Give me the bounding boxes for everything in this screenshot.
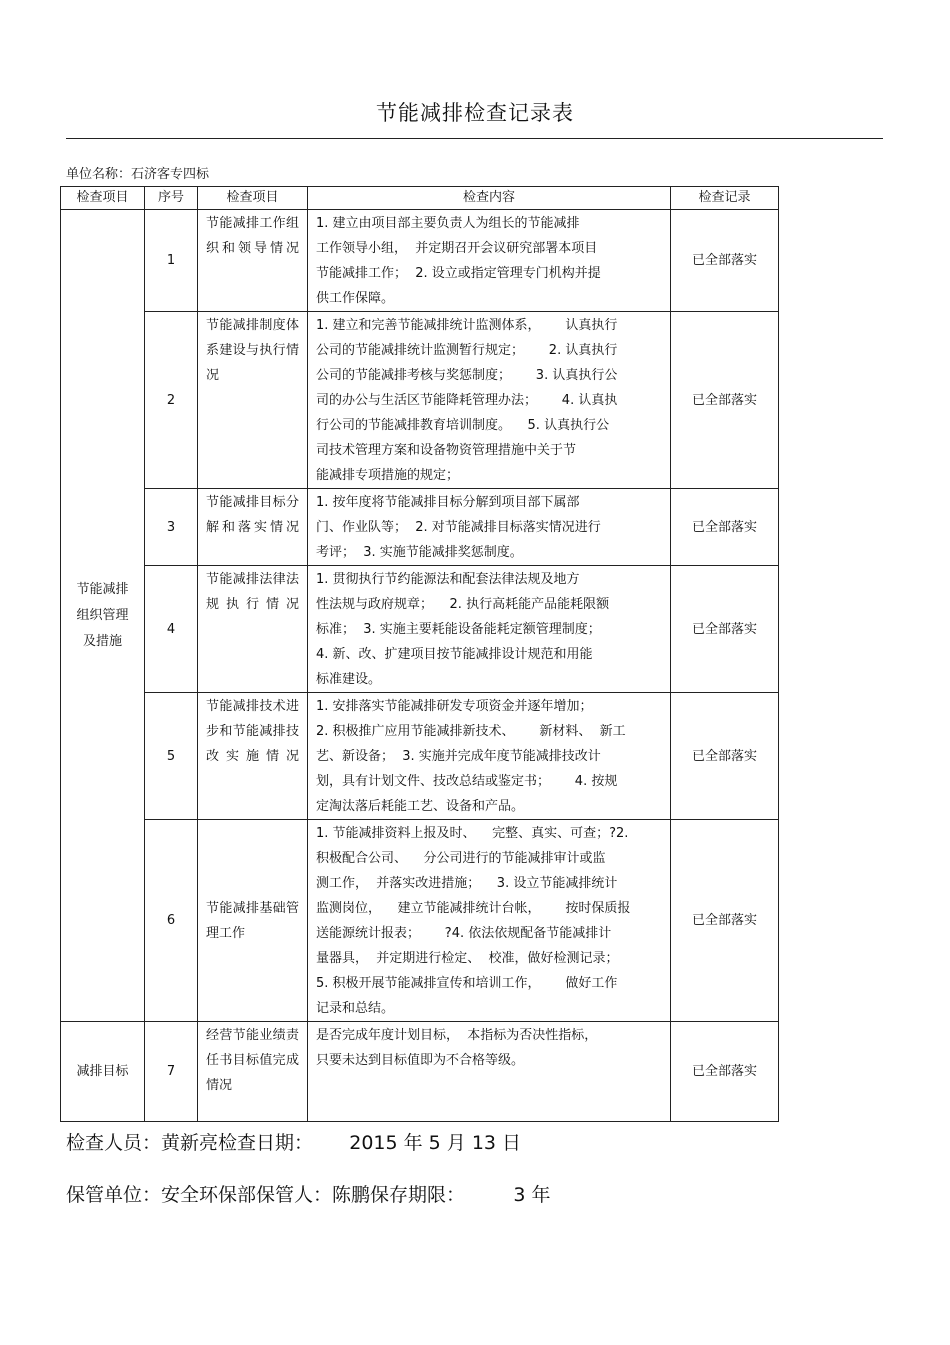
content-line: 1. 按年度将节能减排目标分解到项目部下属部 xyxy=(316,495,580,510)
content-line: 1. 安排落实节能减排研发专项资金并逐年增加； xyxy=(316,699,593,714)
seq-cell: 5 xyxy=(145,693,198,820)
content-line: 记录和总结。 xyxy=(316,1001,395,1016)
table-row xyxy=(61,820,779,1022)
header-row xyxy=(61,187,779,210)
content-line: 只要未达到目标值即为不合格等级。 xyxy=(316,1053,525,1068)
record-cell: 已全部落实 xyxy=(671,210,779,312)
record-cell: 已全部落实 xyxy=(671,566,779,693)
header-seq: 序号 xyxy=(145,187,198,210)
item-cell: 节能减排技术进步和节能减排技改实施情况 xyxy=(198,693,308,820)
item-cell: 节能减排工作组织和领导情况 xyxy=(198,210,308,312)
content-line: 1. 贯彻执行节约能源法和配套法律法规及地方 xyxy=(316,572,580,587)
group-label: 节能减排组织管理及措施 xyxy=(76,581,129,649)
content-line: 1. 建立和完善节能减排统计监测体系， 认真执行 xyxy=(316,318,618,333)
unit-name-line: 单位名称：石济客专四标 xyxy=(66,167,210,182)
table-row xyxy=(61,566,779,693)
table-row xyxy=(61,489,779,566)
content-cell xyxy=(308,1022,671,1122)
item-cell: 节能减排目标分解和落实情况 xyxy=(198,489,308,566)
content-cell xyxy=(308,312,671,489)
content-cell xyxy=(308,210,671,312)
content-line: 监测岗位， 建立节能减排统计台帐， 按时保质报 xyxy=(316,901,631,916)
seq-cell: 6 xyxy=(145,820,198,1022)
content-line: 能减排专项措施的规定； xyxy=(316,468,460,483)
seq-cell: 1 xyxy=(145,210,198,312)
table-row xyxy=(61,210,779,312)
content-line: 1. 节能减排资料上报及时、 完整、真实、可查；?2. xyxy=(316,826,629,841)
content-cell xyxy=(308,693,671,820)
record-cell: 已全部落实 xyxy=(671,1022,779,1122)
seq-cell: 3 xyxy=(145,489,198,566)
inspector-line: 检查人员：黄新亮检查日期： 2015 年 5 月 13 日 xyxy=(66,1132,522,1154)
table-row xyxy=(61,1022,779,1122)
content-line: 门、作业队等； 2. 对节能减排目标落实情况进行 xyxy=(316,520,601,535)
table-row xyxy=(61,312,779,489)
content-line: 4. 新、改、扩建项目按节能减排设计规范和用能 xyxy=(316,647,593,662)
content-line: 标准建设。 xyxy=(316,672,382,687)
content-line: 划，具有计划文件、技改总结或鉴定书； 4. 按规 xyxy=(316,774,618,789)
content-line: 量器具， 并定期进行检定、 校准，做好检测记录； xyxy=(316,951,619,966)
content-line: 积极配合公司、 分公司进行的节能减排审计或监 xyxy=(316,851,606,866)
seq-cell: 4 xyxy=(145,566,198,693)
title-underline xyxy=(66,138,883,139)
header-category: 检查项目 xyxy=(61,187,145,210)
content-line: 考评； 3. 实施节能减排奖惩制度。 xyxy=(316,545,523,560)
content-line: 司技术管理方案和设备物资管理措施中关于节 xyxy=(316,443,577,458)
header-item: 检查项目 xyxy=(198,187,308,210)
header-record: 检查记录 xyxy=(671,187,779,210)
content-line: 2. 积极推广应用节能减排新技术、 新材料、 新工 xyxy=(316,724,626,739)
content-cell xyxy=(308,489,671,566)
content-line: 行公司的节能减排教育培训制度。 5. 认真执行公 xyxy=(316,418,610,433)
content-cell xyxy=(308,566,671,693)
content-line: 1. 建立由项目部主要负责人为组长的节能减排 xyxy=(316,216,580,231)
content-line: 公司的节能减排统计监测暂行规定； 2. 认真执行 xyxy=(316,343,618,358)
group-cell-reduction-target: 减排目标 xyxy=(61,1022,145,1122)
custody-line: 保管单位：安全环保部保管人：陈鹏保存期限： 3 年 xyxy=(66,1184,551,1206)
group-cell-org-measures xyxy=(61,210,145,1022)
content-line: 供工作保障。 xyxy=(316,291,395,306)
content-line: 标准； 3. 实施主要耗能设备能耗定额管理制度； xyxy=(316,622,601,637)
content-line: 定淘汰落后耗能工艺、设备和产品。 xyxy=(316,799,525,814)
content-line: 测工作， 并落实改进措施； 3. 设立节能减排统计 xyxy=(316,876,618,891)
record-cell: 已全部落实 xyxy=(671,820,779,1022)
record-cell: 已全部落实 xyxy=(671,693,779,820)
content-line: 送能源统计报表； ?4. 依法依规配备节能减排计 xyxy=(316,926,612,941)
item-cell: 节能减排基础管理工作 xyxy=(198,820,308,1022)
content-line: 工作领导小组， 并定期召开会议研究部署本项目 xyxy=(316,241,598,256)
seq-cell: 2 xyxy=(145,312,198,489)
seq-cell: 7 xyxy=(145,1022,198,1122)
content-cell xyxy=(308,820,671,1022)
record-cell: 已全部落实 xyxy=(671,489,779,566)
record-cell: 已全部落实 xyxy=(671,312,779,489)
item-cell: 经营节能业绩责任书目标值完成情况 xyxy=(198,1022,308,1122)
document-title: 节能减排检查记录表 xyxy=(376,101,574,125)
inspection-table xyxy=(60,186,779,1122)
content-line: 性法规与政府规章； 2. 执行高耗能产品能耗限额 xyxy=(316,597,610,612)
content-line: 公司的节能减排考核与奖惩制度； 3. 认真执行公 xyxy=(316,368,618,383)
item-cell: 节能减排制度体系建设与执行情况 xyxy=(198,312,308,489)
content-line: 是否完成年度计划目标， 本指标为否决性指标， xyxy=(316,1028,598,1043)
content-line: 艺、新设备； 3. 实施并完成年度节能减排技改计 xyxy=(316,749,601,764)
content-line: 司的办公与生活区节能降耗管理办法； 4. 认真执 xyxy=(316,393,618,408)
item-cell: 节能减排法律法规执行情况 xyxy=(198,566,308,693)
table-row xyxy=(61,693,779,820)
content-line: 节能减排工作； 2. 设立或指定管理专门机构并提 xyxy=(316,266,601,281)
content-line: 5. 积极开展节能减排宣传和培训工作， 做好工作 xyxy=(316,976,618,991)
header-content: 检查内容 xyxy=(308,187,671,210)
